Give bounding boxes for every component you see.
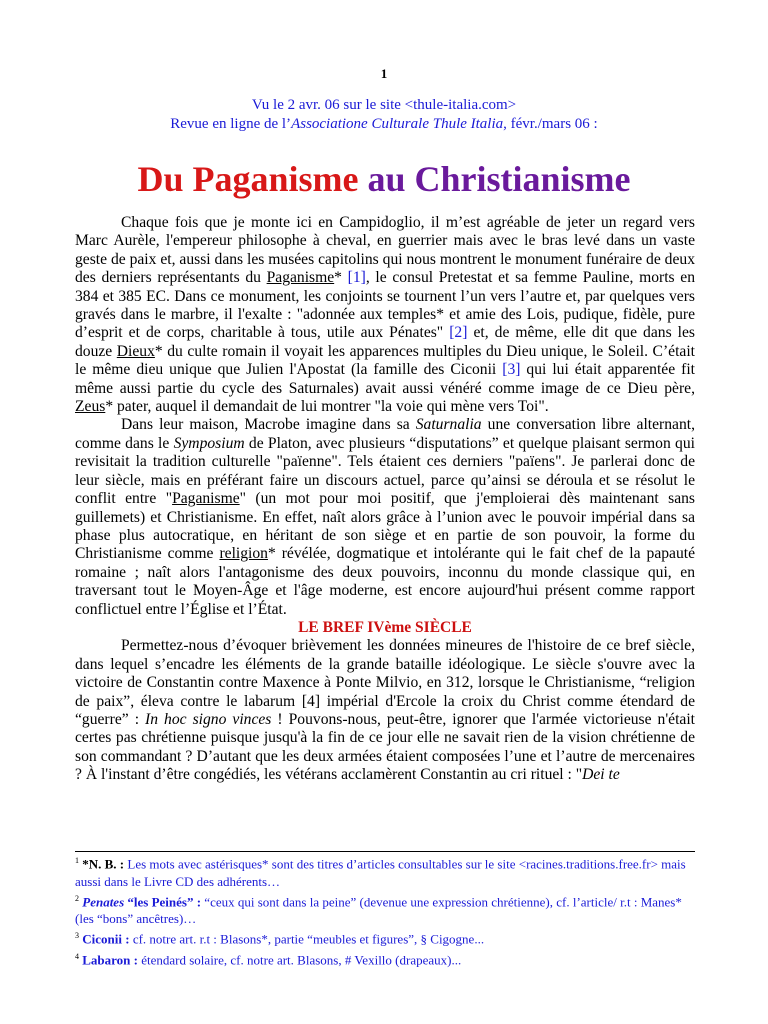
footnote-2	[75, 890, 695, 928]
footnote-number: 3	[75, 931, 79, 941]
link-religion[interactable]: religion	[219, 545, 268, 563]
para2-text-a: Dans leur maison, Macrobe imagine dans sa	[121, 416, 416, 434]
footnote-label-italic: Penates	[82, 894, 125, 910]
footnote-label: Labaron :	[82, 952, 138, 968]
paragraph-2	[75, 416, 695, 618]
footnote-label: Ciconii :	[82, 931, 130, 947]
para3-text-b: ! Pouvons-nous, peut-être, ignorer que l'armée victorieuse n'était certes pas chrétienne puisque jusqu'à la fin de ce jour elle ne savait rien de la vision chrétienne de son commandant ? D’autant que les deux armées étaient composées l’une et l’autre de mercenaires ? À l'instant d’être congédiés, les vétérans acclamèrent Constantin au cri rituel : "	[75, 710, 695, 784]
journal-name: Associatione Culturale Thule Italia	[291, 116, 504, 132]
source-line: Vu le 2 avr. 06 sur le site <thule-italia.com>	[251, 97, 517, 113]
footnote-text: Les mots avec astérisques* sont des titres d’articles consultables sur le site <racines.traditions.free.fr> mais aussi dans le Livre CD des adhérents…	[75, 856, 686, 889]
para1-text-a: Chaque fois que je monte ici en Campidoglio, il m’est agréable de jeter un regard vers Marc Aurèle, l'empereur philosophe à cheval, en guerrier mais avec le bras levé dans un vaste geste de paix et, aussi dans les musées capitolins qui nous montrent le monument funéraire de deux des derniers représentants du	[75, 214, 695, 287]
para2-text-b: une conversation libre alternant, comme dans le	[75, 416, 695, 452]
footnote-ref-1[interactable]: [1]	[347, 269, 366, 287]
para3-text-a: Permettez-nous d’évoquer brièvement les données mineures de l'histoire de ce bref siècle, dans lequel s’encadre les éléments de la grande bataille idéologique. Le siècle s'ouvre avec la victoire de Constantin contre Maxence à Ponte Milvio, en 312, lorsque le Christianisme, “religion de paix”, éleva contre le labarum [4] impérial d'Ercole la croix du Christ comme étendard de “guerre” :	[75, 637, 695, 728]
para2-text-e: * révélée, dogmatique et intolérante qui le fait chef de la papauté romaine ; naît alors l'antagonisme des deux pouvoirs, inconnu du monde classique qui, en traversant tout le Moyen-Âge et l'âge moderne, est encore aujourd'hui présent comme rapport conflictuel entre l’Église et l’État.	[75, 545, 696, 618]
footnotes	[75, 851, 695, 969]
footnote-3	[75, 927, 695, 948]
latin-phrase: In hoc signo vinces	[145, 710, 272, 728]
section-heading: LE BREF IVème SIÈCLE	[298, 618, 472, 636]
journal-suffix: , févr./mars 06 :	[503, 116, 598, 132]
para1-text-f: qui lui était apparentée fit même aussi partie du cycle des Saturnales) avait aussi vénéré comme image de ce Dieu père,	[75, 361, 695, 397]
para1-text-b: *	[334, 269, 348, 287]
source-header	[0, 96, 768, 134]
footnote-1	[75, 852, 695, 890]
footnote-text: “ceux qui sont dans la peine” (devenue une expression chrétienne), cf. l’article/ r.t : Manes* (les “bons” ancêtres)…	[75, 894, 682, 927]
link-dieux[interactable]: Dieux	[116, 342, 155, 360]
latin-dei-te: Dei te	[582, 766, 620, 784]
footnote-4	[75, 948, 695, 969]
footnote-ref-2[interactable]: [2]	[449, 324, 468, 342]
journal-prefix: Revue en ligne de l’	[170, 116, 292, 132]
link-zeus[interactable]: Zeus	[75, 398, 106, 416]
title-saturnalia: Saturnalia	[415, 416, 482, 434]
footnote-text: étendard solaire, cf. notre art. Blasons, # Vexillo (drapeaux)...	[138, 952, 462, 968]
page-number: 1	[380, 66, 388, 81]
para1-text-e: * du culte romain il voyait les apparences multiples du Dieu unique, le Soleil. C’était le même dieu unique que Julien l'Apostat (la famille des Ciconii	[75, 342, 695, 379]
journal-line	[0, 115, 768, 134]
para1-text-g: * pater, auquel il demandait de lui montrer "la voie qui mène vers Toi".	[105, 398, 549, 416]
footnote-ref-3[interactable]: [3]	[502, 361, 521, 379]
title-part-1: Du Paganisme	[137, 159, 359, 199]
para1-text-c: , le consul Pretestat et sa femme Pauline, morts en 384 et 385 EC. Dans ce monument, les conjoints se tournent l’un vers l’autre et, par quelques vers gravés dans le marbre, il l'exalte : "adonnée aux temples* et amie des Lois, pudique, fidèle, pure d’esprit et de corps, charitable à tous, utile aux Pénates"	[75, 269, 695, 342]
paragraph-1	[75, 214, 695, 416]
link-paganisme-2[interactable]: Paganisme	[172, 490, 240, 508]
para2-text-d: " (un mot pour moi positif, que j'emploierai dès maintenant sans guillemets) et Christianisme. En effet, naît alors grâce à l’union avec le pouvoir impérial dans sa phase plus autocratique, en héritant de son siège et en partie de son pouvoir, la forme du Christianisme comme	[75, 490, 695, 563]
article-body	[75, 214, 695, 785]
footnote-number: 1	[75, 856, 79, 865]
footnote-label: *N. B. :	[79, 856, 125, 872]
title-symposium: Symposium	[173, 434, 245, 452]
document-title	[0, 155, 768, 203]
footnote-text: cf. notre art. r.t : Blasons*, partie “meubles et figures”, § Cigogne...	[129, 931, 485, 947]
footnote-label: “les Peinés” :	[124, 894, 202, 910]
footnote-number: 2	[75, 893, 79, 903]
footnote-number: 4	[75, 952, 79, 961]
paragraph-3	[75, 637, 695, 784]
link-paganisme[interactable]: Paganisme	[266, 269, 335, 287]
title-part-2: au Christianisme	[367, 159, 631, 199]
para1-text-d: et, de même, elle dit que dans les douze	[75, 324, 695, 360]
para2-text-c: de Platon, avec plusieurs “disputations” et quelque plaisant sermon qui revisitait la tradition culturelle "païenne". Tels étaient ces derniers "païens". Je parlerai donc de leur siècle, mais en préférant faire un discours actuel, parce qu’ainsi se déroula et se résolut le conflit entre "	[75, 434, 695, 508]
